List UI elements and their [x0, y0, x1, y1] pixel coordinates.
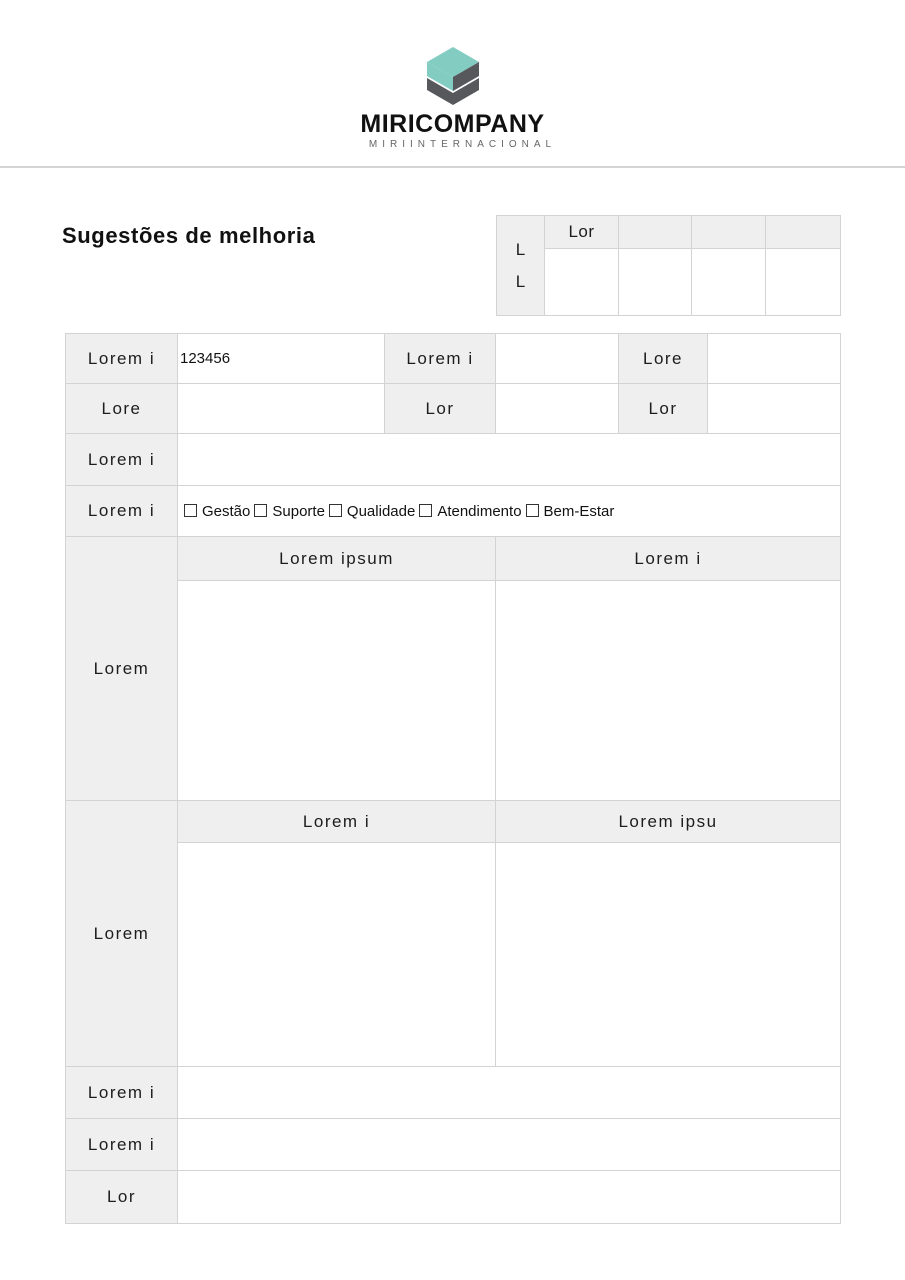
checkbox-icon[interactable] [329, 504, 342, 517]
field-label: Lorem i [65, 1118, 178, 1171]
field-value-input[interactable] [707, 383, 841, 434]
checkbox-icon[interactable] [526, 504, 539, 517]
field-value-input[interactable] [177, 1170, 841, 1224]
approval-side-label-1: L [515, 240, 526, 259]
section-column-header: Lorem ipsum [177, 536, 496, 581]
field-label: Lore [618, 333, 708, 384]
category-option-atendimento[interactable] [415, 503, 521, 520]
field-value-input[interactable] [495, 333, 619, 384]
field-label: Lorem i [65, 485, 178, 537]
header-divider [0, 166, 905, 168]
option-label: Bem-Estar [543, 502, 615, 520]
field-label: Lorem i [65, 333, 178, 384]
field-label: Lorem i [384, 333, 496, 384]
option-label: Gestão [202, 502, 251, 520]
checkbox-icon[interactable] [184, 504, 197, 517]
approval-header-cell [691, 215, 766, 249]
field-label: Lorem i [65, 433, 178, 486]
approval-side-label-2: L [515, 272, 526, 291]
section-text-area[interactable] [177, 580, 496, 801]
category-option-bem-estar[interactable] [522, 503, 615, 520]
approval-header-cell: Lor [544, 215, 619, 249]
category-options [177, 485, 841, 537]
field-value-input[interactable] [707, 333, 841, 384]
section-label: Lorem [65, 536, 178, 801]
approval-signature-cell[interactable] [618, 248, 692, 316]
field-label: Lor [384, 383, 496, 434]
approval-signature-cell[interactable] [544, 248, 619, 316]
category-option-qualidade[interactable] [325, 503, 415, 520]
option-label: Suporte [272, 502, 325, 520]
field-value-input[interactable] [177, 1118, 841, 1171]
approval-signature-cell[interactable] [691, 248, 766, 316]
brand-name: MIRICOMPANY [360, 110, 545, 138]
section-label: Lorem [65, 800, 178, 1067]
section-text-area[interactable] [495, 842, 841, 1067]
category-option-gestao[interactable] [180, 503, 250, 520]
category-option-suporte[interactable] [250, 503, 325, 520]
checkbox-icon[interactable] [254, 504, 267, 517]
field-label: Lore [65, 383, 178, 434]
field-value-input[interactable] [177, 383, 385, 434]
section-column-header: Lorem ipsu [495, 800, 841, 843]
option-label: Qualidade [346, 502, 416, 520]
approval-side-column [496, 215, 545, 316]
approval-header-cell [618, 215, 692, 249]
section-text-area[interactable] [495, 580, 841, 801]
field-label: Lorem i [65, 1066, 178, 1119]
section-text-area[interactable] [177, 842, 496, 1067]
field-value-input[interactable] [495, 383, 619, 434]
company-logo-icon [424, 45, 482, 107]
section-column-header: Lorem i [495, 536, 841, 581]
section-column-header: Lorem i [177, 800, 496, 843]
checkbox-icon[interactable] [419, 504, 432, 517]
field-label: Lor [65, 1170, 178, 1224]
field-label: Lor [618, 383, 708, 434]
field-value-input[interactable] [177, 433, 841, 486]
option-label: Atendimento [437, 502, 522, 520]
approval-header-cell [765, 215, 841, 249]
brand-tagline: MIRIINTERNACIONAL [368, 139, 557, 150]
approval-signature-cell[interactable] [765, 248, 841, 316]
field-value-input[interactable] [177, 1066, 841, 1119]
page-title: Sugestões de melhoria [62, 223, 316, 248]
field-value-input[interactable]: 123456 [177, 333, 385, 384]
